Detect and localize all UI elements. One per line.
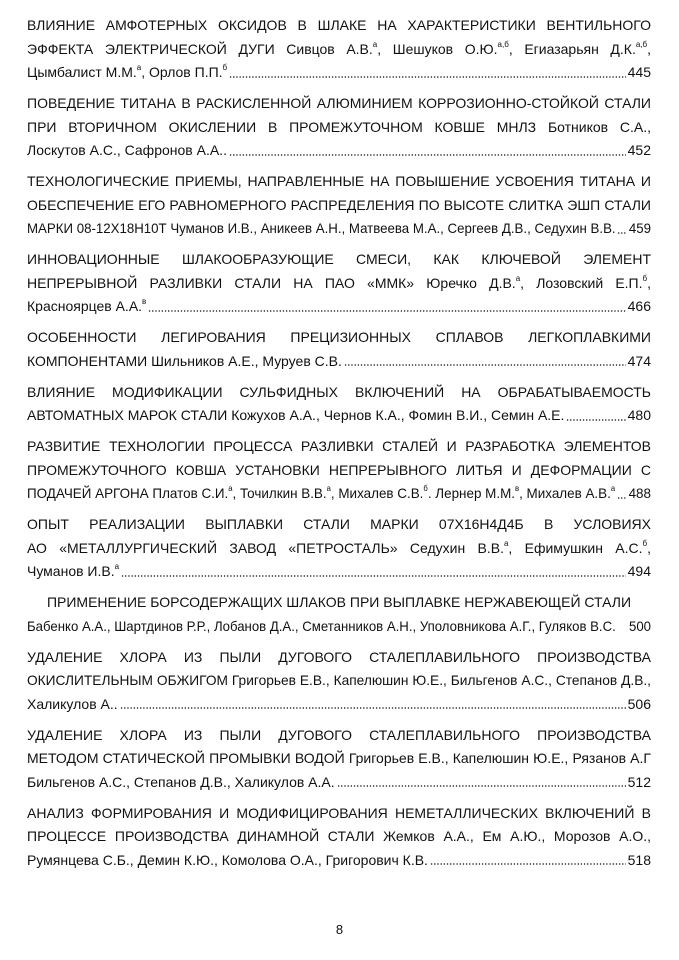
line-with-page [27,482,651,506]
page-ref[interactable]: 506 [627,695,651,712]
line-text [27,615,616,639]
entry-last-line [27,615,651,639]
entry-text: , [647,274,651,291]
dot-leader [121,575,626,577]
line-text [27,459,651,483]
page-number: 8 [335,922,344,937]
line-with-page [27,295,651,319]
dot-leader [337,785,626,787]
affiliation-mark: а [372,39,378,49]
line-text [27,560,119,584]
entry-line [27,669,651,693]
line-text [27,802,651,826]
entry-line [27,513,651,537]
entry-text: ПРИМЕНЕНИЕ БОРСОДЕРЖАЩИХ ШЛАКОВ ПРИ ВЫПЛАВКЕ НЕРЖАВЕЮЩЕЙ СТАЛИ [46,594,632,610]
toc-entry[interactable] [27,513,651,584]
line-text [27,217,616,241]
line-text [27,747,651,771]
entry-text: НЕПРЕРЫВНОЙ РАЗЛИВКИ СТАЛИ НА ПАО «ММК» Юречко Д.В. [27,274,516,291]
toc-entry[interactable] [27,14,651,85]
line-text [27,326,651,350]
page-ref[interactable]: 474 [627,352,651,369]
line-with-page [27,615,651,639]
entry-text: МЕТОДОМ СТАТИЧЕСКОЙ ПРОМЫВКИ ВОДОЙ Григорьев Е.В., Капелюшин Ю.Е., Рязанов А.Г [27,750,651,766]
entry-text: Румянцева С.Б., Демин К.Ю., Комолова О.А., Григорович К.В. [27,851,428,868]
entry-text: АО «МЕТАЛЛУРГИЧЕСКИЙ ЗАВОД «ПЕТРОСТАЛЬ» Седухин В.В. [27,539,504,556]
line-with-page [27,61,651,85]
entry-last-line [27,61,651,85]
page-ref[interactable]: 445 [627,64,651,80]
page-ref[interactable]: 459 [628,220,651,236]
line-text [27,170,651,194]
entry-text: АВТОМАТНЫХ МАРОК СТАЛИ Кожухов А.А., Чернов К.А., Фомин В.И., Семин А.Е. [27,407,565,423]
line-text [27,849,428,873]
entry-last-line [27,771,651,795]
line-text [27,194,651,218]
entry-last-line [27,139,651,163]
line-text [27,272,651,296]
entry-text: , [647,40,652,57]
entry-line [27,537,651,561]
affiliation-mark: в [142,297,147,306]
line-text [27,38,651,62]
line-text [27,248,651,272]
entry-line [27,802,651,826]
entry-text: ПОДАЧЕЙ АРГОНА Платов С.И. [27,485,229,501]
affiliation-mark: а [515,273,521,283]
entry-text: , Михалев С.В. [330,485,424,501]
line-text [27,646,651,670]
line-text [27,404,564,428]
affiliation-mark: а,б [635,39,648,49]
line-text [27,771,335,795]
entry-last-line [27,350,651,374]
dot-leader [148,310,625,312]
line-text [27,724,651,748]
line-with-page [27,350,651,374]
affiliation-mark: а [114,562,120,571]
entry-last-line [27,482,651,506]
page-ref[interactable]: 488 [628,485,651,501]
dot-leader [566,419,625,421]
entry-text: УДАЛЕНИЕ ХЛОРА ИЗ ПЫЛИ ДУГОВОГО СТАЛЕПЛАВИЛЬНОГО ПРОИЗВОДСТВА [27,726,651,743]
entry-last-line [27,560,651,584]
page-ref[interactable]: 466 [627,298,651,314]
toc-entry[interactable] [27,248,651,319]
entry-line [27,272,651,296]
entry-line [27,381,651,405]
line-with-page [27,404,651,428]
entry-text: , Егиазарьян Д.К. [508,40,636,57]
affiliation-mark: б [642,538,648,548]
toc-entry[interactable] [27,646,651,717]
entry-text: Цымбалист М.М. [27,64,137,80]
entry-text: ПОВЕДЕНИЕ ТИТАНА В РАСКИСЛЕННОЙ АЛЮМИНИЕМ КОРРОЗИОННО-СТОЙКОЙ СТАЛИ [27,95,651,111]
line-with-page [27,771,651,795]
entry-last-line [27,693,651,717]
entry-text: Халикулов А.. [27,695,118,712]
affiliation-mark: б [642,273,648,283]
entry-text: Лоскутов А.С., Сафронов А.А.. [27,142,227,158]
toc-entry[interactable] [27,435,651,506]
entry-text: , Шешуков О.Ю. [377,40,498,57]
entry-text: , Орлов П.П. [141,64,223,80]
entry-line [27,116,651,140]
line-text [27,513,651,537]
entry-line [27,825,651,849]
affiliation-mark: а [610,484,616,493]
entry-last-line [27,217,651,241]
entry-line [27,646,651,670]
dot-leader [618,629,627,631]
table-of-contents [27,14,651,880]
dot-leader [229,154,626,156]
entry-text: ВЛИЯНИЕ АМФОТЕРНЫХ ОКСИДОВ В ШЛАКЕ НА ХАРАКТЕРИСТИКИ ВЕНТИЛЬНОГО [27,17,651,33]
toc-entry[interactable] [27,381,651,428]
line-text [27,825,651,849]
line-text [27,61,227,85]
toc-entry[interactable] [27,802,651,873]
page-ref[interactable]: 518 [627,851,651,868]
line-text [27,139,227,163]
affiliation-mark: а [503,538,509,548]
entry-text: КОМПОНЕНТАМИ Шильников А.Е., Муруев С.В. [27,352,342,369]
affiliation-mark: а,б [497,39,509,49]
line-text [27,693,118,717]
entry-text: УДАЛЕНИЕ ХЛОРА ИЗ ПЫЛИ ДУГОВОГО СТАЛЕПЛАВИЛЬНОГО ПРОИЗВОДСТВА [27,648,651,665]
line-text [27,350,342,374]
line-text [27,669,651,693]
entry-last-line [27,404,651,428]
entry-text: Бабенко А.А., Шартдинов Р.Р., Лобанов Д.А., Сметанников А.Н., Уполовникова А.Г., Гуляков В.С. [27,617,616,634]
entry-text: МАРКИ 08-12Х18Н10Т Чуманов И.В., Аникеев А.Н., Матвеева М.А., Сергеев Д.В., Седухин В.В. [27,220,616,236]
dot-leader [617,497,627,499]
entry-line [27,326,651,350]
entry-text: , Точилкин В.В. [232,485,327,501]
entry-line [27,459,651,483]
entry-line [27,591,651,615]
page-ref[interactable]: 494 [627,563,651,579]
dot-leader [344,364,626,366]
line-text [27,381,651,405]
entry-text: ОКИСЛИТЕЛЬНЫМ ОБЖИГОМ Григорьев Е.В., Капелюшин Ю.Е., Бильгенов А.С., Степанов Д.В., [27,672,651,688]
dot-leader [430,863,626,865]
entry-text: ПРОЦЕССЕ ПРОИЗВОДСТВА ДИНАМНОЙ СТАЛИ Жемков А.А., Ем А.Ю., Морозов А.О., [27,828,651,844]
entry-text: ПРОМЕЖУТОЧНОГО КОВША УСТАНОВКИ НЕПРЕРЫВНОГО ЛИТЬЯ И ДЕФОРМАЦИИ С [27,461,651,478]
entry-text: , Лозовский Е.П. [520,274,643,291]
affiliation-mark: а [136,63,142,72]
entry-text: , Ефимушкин А.С. [508,539,643,556]
affiliation-mark: б [222,63,228,72]
affiliation-mark: а [326,484,331,493]
entry-line [27,38,651,62]
entry-text: ВЛИЯНИЕ МОДИФИКАЦИИ СУЛЬФИДНЫХ ВКЛЮЧЕНИЙ НА ОБРАБАТЫВАЕМОСТЬ [27,383,651,400]
entry-text: Красноярцев А.А. [27,298,143,314]
affiliation-mark: а [228,484,233,493]
line-with-page [27,560,651,584]
entry-line [27,724,651,748]
entry-text: ЭФФЕКТА ЭЛЕКТРИЧЕСКОЙ ДУГИ Сивцов А.В. [27,40,373,57]
page-ref[interactable]: 480 [627,407,651,423]
entry-text: ТЕХНОЛОГИЧЕСКИЕ ПРИЕМЫ, НАПРАВЛЕННЫЕ НА ПОВЫШЕНИЕ УСВОЕНИЯ ТИТАНА И [27,173,651,189]
entry-text: ОБЕСПЕЧЕНИЕ ЕГО РАВНОМЕРНОГО РАСПРЕДЕЛЕНИЯ ПО ВЫСОТЕ СЛИТКА ЭШП СТАЛИ [27,196,651,213]
affiliation-mark: в [515,484,520,493]
entry-text: ИННОВАЦИОННЫЕ ШЛАКООБРАЗУЮЩИЕ СМЕСИ, КАК КЛЮЧЕВОЙ ЭЛЕМЕНТ [27,251,651,267]
page-ref[interactable]: 512 [627,773,651,790]
line-with-page [27,693,651,717]
entry-text: РАЗВИТИЕ ТЕХНОЛОГИИ ПРОЦЕССА РАЗЛИВКИ СТАЛЕЙ И РАЗРАБОТКА ЭЛЕМЕНТОВ [27,438,651,454]
line-text [27,14,651,38]
dot-leader [229,76,626,78]
entry-text: ПРИ ВТОРИЧНОМ ОКИСЛЕНИИ В ПРОМЕЖУТОЧНОМ КОВШЕ МНЛЗ Ботников С.А., [27,118,651,135]
line-text [27,92,651,116]
line-text [27,295,146,319]
toc-entry[interactable] [27,92,651,163]
line-with-page [27,849,651,873]
entry-line [27,170,651,194]
toc-entry[interactable] [27,591,651,638]
entry-text: . Лернер М.М. [427,485,516,501]
line-text [27,482,615,506]
entry-text: АНАЛИЗ ФОРМИРОВАНИЯ И МОДИФИЦИРОВАНИЯ НЕМЕТАЛЛИЧЕСКИХ ВКЛЮЧЕНИЙ В [27,804,651,821]
toc-entry[interactable] [27,326,651,373]
line-text [27,435,651,459]
entry-line [27,435,651,459]
dot-leader [617,232,626,234]
entry-text: Бильгенов А.С., Степанов Д.В., Халикулов А.А. [27,773,335,790]
entry-last-line [27,849,651,873]
affiliation-mark: б [423,484,428,493]
line-text [27,591,651,615]
entry-text: ОПЫТ РЕАЛИЗАЦИИ ВЫПЛАВКИ СТАЛИ МАРКИ 07Х16Н4Д4Б В УСЛОВИЯХ [27,516,651,532]
dot-leader [120,707,626,709]
entry-line [27,747,651,771]
entry-line [27,14,651,38]
entry-last-line [27,295,651,319]
line-with-page [27,139,651,163]
entry-text: ОСОБЕННОСТИ ЛЕГИРОВАНИЯ ПРЕЦИЗИОННЫХ СПЛАВОВ ЛЕГКОПЛАВКИМИ [27,329,651,345]
toc-entry[interactable] [27,170,651,241]
entry-text: , [647,539,652,556]
page-ref[interactable]: 452 [627,142,651,158]
entry-line [27,248,651,272]
page-ref[interactable]: 500 [628,617,651,634]
line-text [27,537,651,561]
toc-entry[interactable] [27,724,651,795]
entry-text: , Михалев А.В. [519,485,611,501]
line-text [27,116,651,140]
entry-line [27,194,651,218]
line-with-page [27,217,651,241]
entry-line [27,92,651,116]
entry-text: Чуманов И.В. [27,563,115,579]
